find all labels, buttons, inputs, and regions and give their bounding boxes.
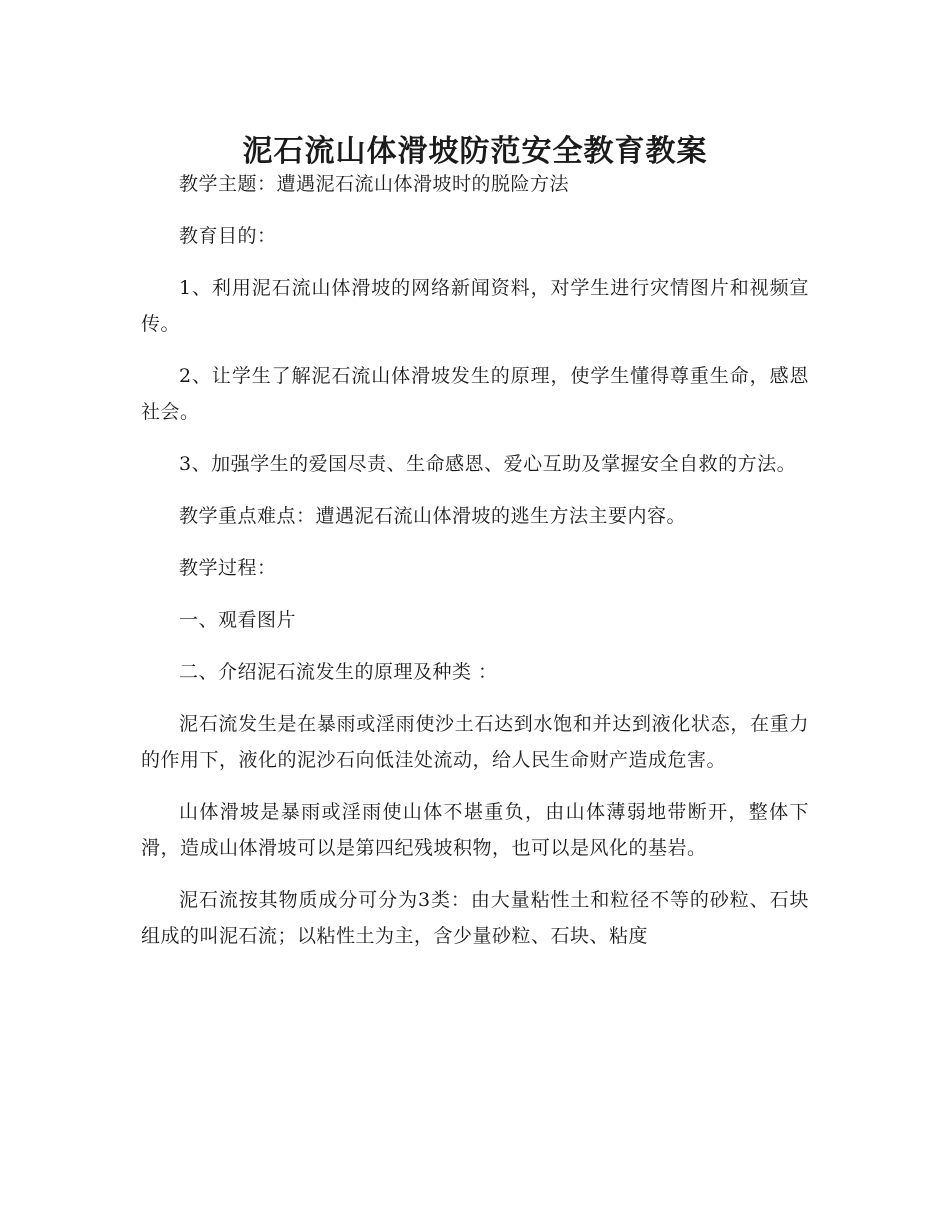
document-body [141,166,809,954]
paragraph-process-heading: 教学过程： [179,557,277,579]
paragraph-landslide-principle: 山体滑坡是暴雨或淫雨使山体不堪重负，由山体薄弱地带断开，整体下滑，造成山体滑坡可以是第四纪残坡积物，也可以是风化的基岩。 [141,801,809,859]
paragraph-objective-1: 1、利用泥石流山体滑坡的网络新闻资料，对学生进行灾情图片和视频宣传。 [141,277,809,335]
paragraph-key-points: 教学重点难点：遭遇泥石流山体滑坡的逃生方法主要内容。 [179,505,687,527]
paragraph-topic: 教学主题：遭遇泥石流山体滑坡时的脱险方法 [179,173,570,195]
paragraph-debris-flow-types: 泥石流按其物质成分可分为3类：由大量粘性土和粒径不等的砂粒、石块组成的叫泥石流；以粘性土为主，含少量砂粒、石块、粘度 [141,889,809,947]
document-title: 泥石流山体滑坡防范安全教育教案 [242,134,708,170]
paragraph-debris-flow-principle: 泥石流发生是在暴雨或淫雨使沙土石达到水饱和并达到液化状态，在重力的作用下，液化的泥沙石向低洼处流动，给人民生命财产造成危害。 [141,713,809,771]
paragraph-step-2: 二、介绍泥石流发生的原理及种类 ： [179,661,498,683]
paragraph-step-1: 一、观看图片 [179,609,297,631]
paragraph-objectives-heading: 教育目的： [179,225,277,247]
paragraph-objective-3: 3、加强学生的爱国尽责、生命感恩、爱心互助及掌握安全自救的方法。 [179,453,797,475]
paragraph-objective-2: 2、让学生了解泥石流山体滑坡发生的原理，使学生懂得尊重生命，感恩社会。 [141,365,809,423]
